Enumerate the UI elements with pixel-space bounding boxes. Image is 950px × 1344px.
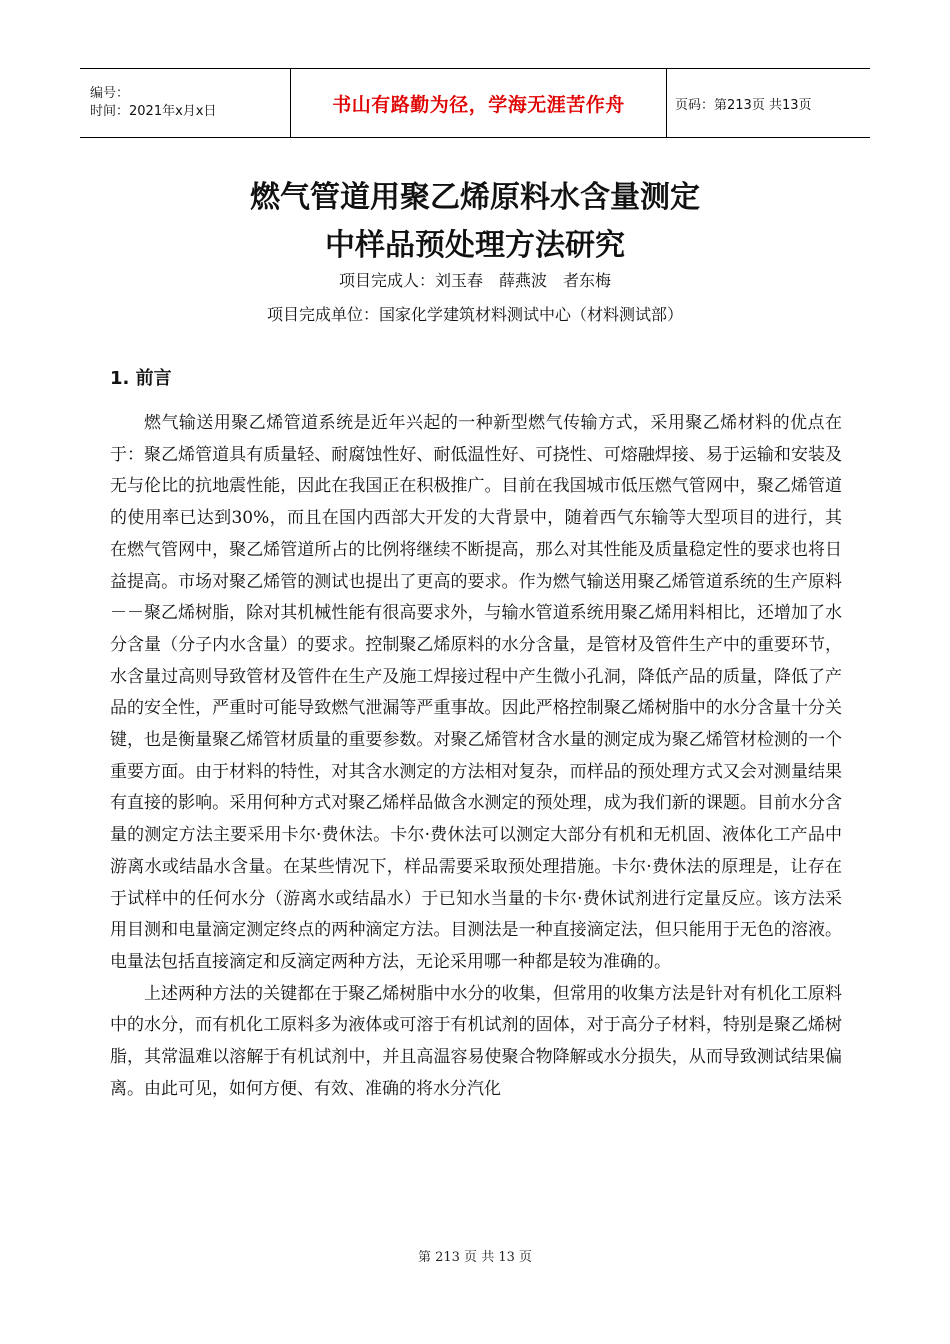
organization: 项目完成单位：国家化学建筑材料测试中心（材料测试部） bbox=[266, 305, 683, 324]
title-line-2: 中样品预处理方法研究 bbox=[325, 228, 625, 263]
section-heading: 1. 前言 bbox=[110, 368, 172, 389]
page-header bbox=[80, 68, 870, 138]
body-text bbox=[110, 408, 842, 1105]
page-label: 页码：第213页 共13页 bbox=[675, 97, 812, 113]
serial-label: 编号： bbox=[90, 86, 130, 101]
page-footer: 第 213 页 共 13 页 bbox=[417, 1250, 533, 1265]
paragraph: 上述两种方法的关键都在于聚乙烯树脂中水分的收集，但常用的收集方法是针对有机化工原料中的水分，而有机化工原料多为液体或可溶于有机试剂的固体，对于高分子材料，特别是聚乙烯树脂，其常温难以溶解于有机试剂中，并且高温容易使聚合物降解或水分损失，从而导致测试结果偏离。由此可见，如何方便、有效、准确的将水分汽化 bbox=[110, 983, 842, 1099]
motto: 书山有路勤为径，学海无涯苦作舟 bbox=[332, 93, 625, 116]
authors: 项目完成人：刘玉春 薛燕波 者东梅 bbox=[338, 271, 611, 290]
header-motto-cell bbox=[291, 69, 667, 137]
time-label: 时间：2021年x月x日 bbox=[90, 104, 217, 119]
header-page-cell bbox=[667, 69, 870, 137]
header-meta bbox=[80, 69, 291, 137]
title-line-1: 燃气管道用聚乙烯原料水含量测定 bbox=[250, 180, 700, 215]
paragraph: 燃气输送用聚乙烯管道系统是近年兴起的一种新型燃气传输方式，采用聚乙烯材料的优点在于：聚乙烯管道具有质量轻、耐腐蚀性好、耐低温性好、可挠性、可熔融焊接、易于运输和安装及无与伦比的抗地震性能，因此在我国正在积极推广。目前在我国城市低压燃气管网中，聚乙烯管道的使用率已达到30%，而且在国内西部大开发的大背景中，随着西气东输等大型项目的进行，其在燃气管网中，聚乙烯管道所占的比例将继续不断提高，那么对其性能及质量稳定性的要求也将日益提高。市场对聚乙烯管的测试也提出了更高的要求。作为燃气输送用聚乙烯管道系统的生产原料－－聚乙烯树脂，除对其机械性能有很高要求外，与输水管道系统用聚乙烯用料相比，还增加了水分含量（分子内水含量）的要求。控制聚乙烯原料的水分含量，是管材及管件生产中的重要环节，水含量过高则导致管材及管件在生产及施工焊接过程中产生微小孔洞，降低产品的质量，降低了产品的安全性，严重时可能导致燃气泄漏等严重事故。因此严格控制聚乙烯树脂中的水分含量十分关键，也是衡量聚乙烯管材质量的重要参数。对聚乙烯管材含水量的测定成为聚乙烯管材检测的一个重要方面。由于材料的特性，对其含水测定的方法相对复杂，而样品的预处理方式又会对测量结果有直接的影响。采用何种方式对聚乙烯样品做含水测定的预处理，成为我们新的课题。目前水分含量的测定方法主要采用卡尔·费休法。卡尔·费休法可以测定大部分有机和无机固、液体化工产品中游离水或结晶水含量。在某些情况下，样品需要采取预处理措施。卡尔·费休法的原理是，让存在于试样中的任何水分（游离水或结晶水）于已知水当量的卡尔·费休试剂进行定量反应。该方法采用目测和电量滴定测定终点的两种滴定方法。目测法是一种直接滴定法，但只能用于无色的溶液。电量法包括直接滴定和反滴定两种方法，无论采用哪一种都是较为准确的。 bbox=[110, 413, 842, 972]
